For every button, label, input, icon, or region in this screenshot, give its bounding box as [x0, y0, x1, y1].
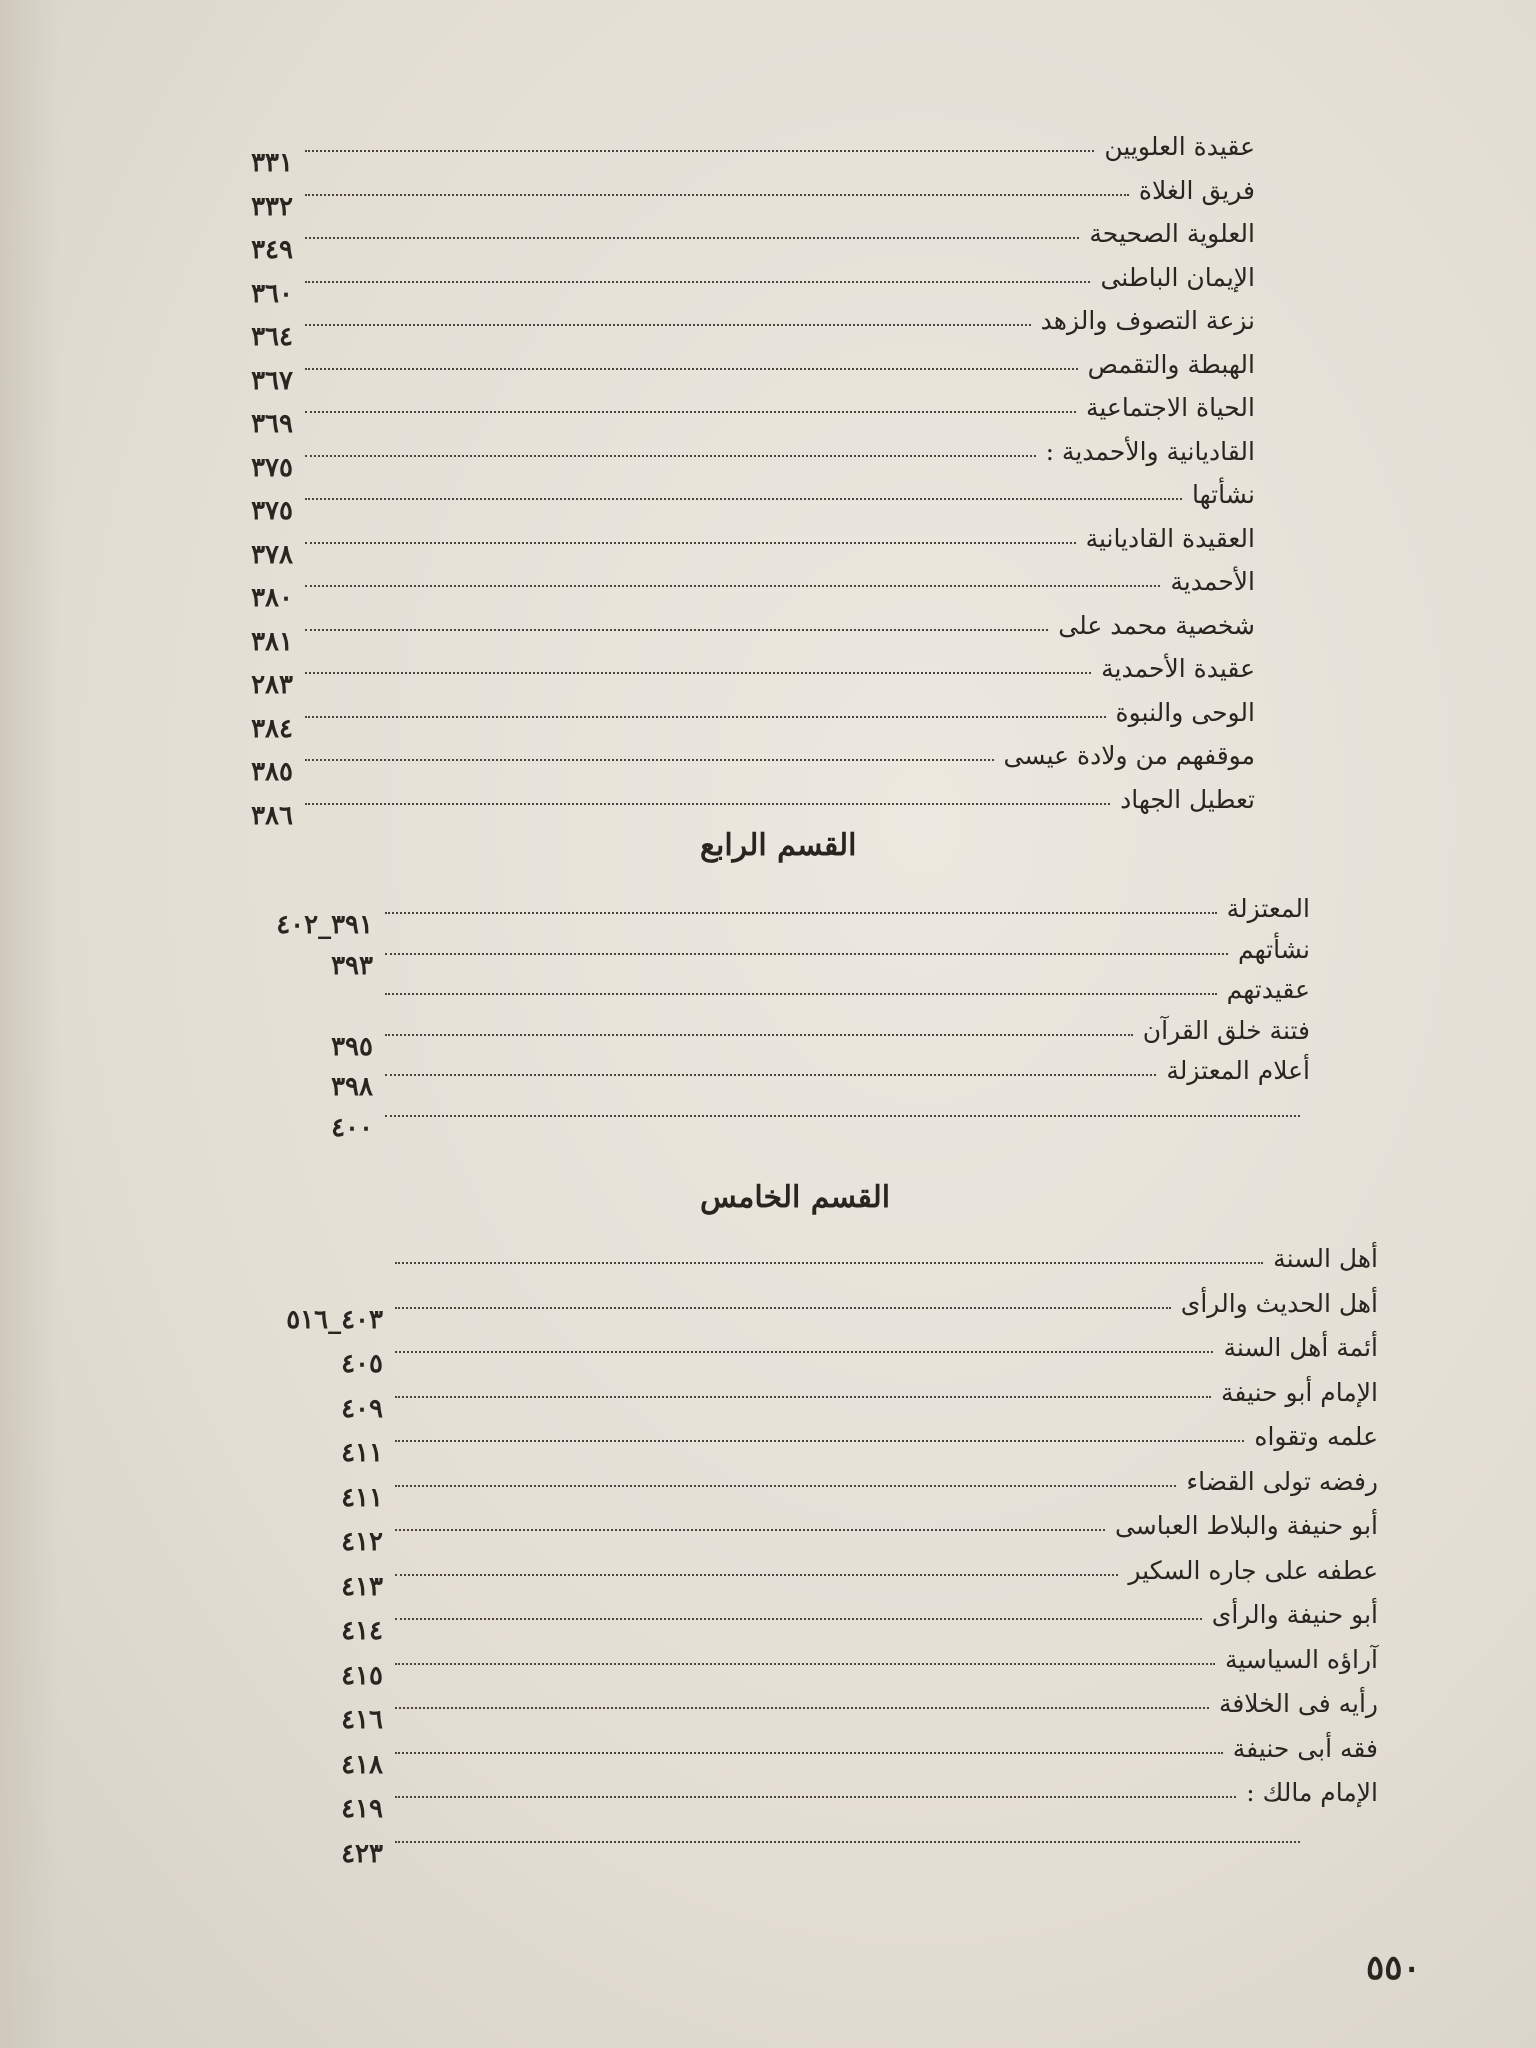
toc-entry-title: الأحمدية — [1170, 567, 1255, 596]
toc-leader-dots — [305, 324, 1031, 326]
toc-entry-page: ٣٧٨ — [251, 539, 293, 570]
toc-leader-dots — [395, 1529, 1105, 1531]
toc-entry-page: ٤٠٣_٥١٦ — [286, 1304, 383, 1335]
toc-entry-page: ٣٨٦ — [251, 800, 293, 831]
toc-leader-dots — [395, 1574, 1118, 1576]
toc-leader-dots — [385, 912, 1217, 914]
toc-entry — [0, 1465, 1536, 1513]
toc-leader-dots — [305, 716, 1106, 718]
toc-entry-page: ٣٩٥ — [331, 1031, 373, 1062]
toc-leader-dots — [305, 150, 1094, 152]
toc-entry-title: الإيمان الباطنى — [1100, 262, 1255, 292]
toc-entry-page: ٣٣٢ — [251, 191, 293, 222]
toc-leader-dots — [305, 672, 1091, 674]
toc-entry — [0, 478, 1536, 526]
toc-entry-page: ٣٧٥ — [251, 452, 293, 483]
toc-leader-dots — [395, 1351, 1213, 1353]
toc-entry-page: ٣٦٠ — [251, 278, 293, 309]
toc-leader-dots — [395, 1707, 1209, 1709]
toc-entry-title: أئمة أهل السنة — [1223, 1333, 1378, 1362]
toc-entry — [0, 1643, 1536, 1691]
section-heading-5: القسم الخامس — [700, 1180, 891, 1215]
toc-entry-page: ٤١٨ — [341, 1749, 383, 1780]
toc-entry — [0, 304, 1536, 352]
toc-leader-dots — [305, 368, 1078, 370]
toc-entry-title: علمه وتقواه — [1254, 1422, 1378, 1451]
toc-entry — [0, 1287, 1536, 1335]
toc-leader-dots — [305, 194, 1129, 196]
toc-entry-page: ٣٦٩ — [251, 409, 293, 439]
toc-entry-title: المعتزلة — [1226, 894, 1310, 923]
toc-entry-title: رأيه فى الخلافة — [1218, 1689, 1378, 1718]
toc-entry — [0, 261, 1536, 309]
toc-entry — [0, 1420, 1536, 1468]
toc-leader-dots — [395, 1752, 1223, 1754]
toc-entry — [0, 1732, 1536, 1780]
toc-leader-dots — [395, 1307, 1171, 1309]
toc-leader-dots — [305, 281, 1090, 283]
toc-entry-title: عقيدتهم — [1226, 975, 1310, 1004]
toc-leader-dots — [395, 1396, 1211, 1398]
toc-leader-dots — [395, 1841, 1300, 1843]
toc-entry-title: الوحى والنبوة — [1115, 697, 1255, 727]
toc-entry-page: ٣٤٩ — [251, 235, 293, 265]
page-number: ٥٥٠ — [1366, 1948, 1421, 1988]
toc-entry-page: ٤١٤ — [341, 1616, 383, 1646]
toc-entry-page: ٤١٩ — [341, 1794, 383, 1824]
toc-leader-dots — [305, 759, 994, 761]
toc-leader-dots — [305, 455, 1036, 457]
toc-entry — [0, 1331, 1536, 1379]
toc-entry — [0, 130, 1536, 178]
toc-entry-page: ٣٩١_٤٠٢ — [276, 910, 373, 940]
toc-entry-title: رفضه تولى القضاء — [1186, 1466, 1378, 1496]
toc-leader-dots — [395, 1485, 1176, 1487]
toc-entry — [0, 892, 1536, 940]
toc-leader-dots — [385, 953, 1228, 955]
toc-entry-title: الإمام أبو حنيفة — [1221, 1377, 1378, 1407]
toc-leader-dots — [395, 1796, 1236, 1798]
toc-entry — [0, 609, 1536, 657]
toc-entry-page: ٢٨٣ — [251, 670, 293, 700]
toc-entry-page: ٣٦٤ — [251, 322, 293, 352]
toc-entry-title: عطفه على جاره السكير — [1128, 1555, 1378, 1585]
toc-entry-title: العقيدة القاديانية — [1085, 523, 1255, 553]
toc-entry-title: فتنة خلق القرآن — [1142, 1015, 1310, 1045]
toc-leader-dots — [395, 1440, 1244, 1442]
toc-entry-title: الهبطة والتقمص — [1087, 349, 1255, 379]
toc-entry-page: ٤٢٣ — [341, 1838, 383, 1869]
toc-entry — [0, 1554, 1536, 1602]
toc-entry-page: ٣٨١ — [251, 626, 293, 657]
toc-entry-page: ٣٨٤ — [251, 713, 293, 744]
toc-entry-page: ٤٠٥ — [341, 1349, 383, 1379]
toc-entry-title: شخصية محمد على — [1058, 610, 1255, 640]
toc-entry-title: أعلام المعتزلة — [1166, 1056, 1310, 1085]
toc-entry-page: ٤١٥ — [341, 1660, 383, 1691]
toc-entry-page: ٣٣١ — [251, 148, 293, 178]
toc-entry-page: ٤٠٩ — [341, 1393, 383, 1424]
toc-entry — [0, 933, 1536, 981]
toc-entry — [0, 1376, 1536, 1424]
toc-entry — [0, 1509, 1536, 1557]
toc-entry — [0, 739, 1536, 787]
toc-entry-title: فريق الغلاة — [1138, 175, 1255, 205]
toc-entry-title: نشأتهم — [1238, 934, 1310, 964]
toc-entry-page: ٣٩٨ — [331, 1072, 373, 1102]
toc-leader-dots — [395, 1663, 1215, 1665]
toc-entry-title: القاديانية والأحمدية : — [1045, 436, 1255, 466]
toc-entry-title: فقه أبى حنيفة — [1232, 1733, 1378, 1763]
toc-entry — [0, 1598, 1536, 1646]
toc-entry-title: أبو حنيفة والبلاط العباسى — [1114, 1511, 1378, 1540]
toc-leader-dots — [385, 993, 1217, 995]
toc-entry-page: ٣٨٥ — [251, 757, 293, 787]
toc-entry-title: أهل الحديث والرأى — [1180, 1288, 1378, 1318]
toc-entry — [0, 1687, 1536, 1735]
toc-entry-title: الإمام مالك : — [1246, 1778, 1378, 1807]
toc-entry-title: العلوية الصحيحة — [1089, 219, 1255, 248]
toc-entry — [0, 783, 1536, 831]
toc-entry — [0, 1014, 1536, 1062]
toc-entry-title: عقيدة الأحمدية — [1101, 654, 1255, 683]
toc-entry-title: آراؤه السياسية — [1224, 1644, 1378, 1674]
toc-leader-dots — [305, 237, 1079, 239]
toc-leader-dots — [395, 1618, 1202, 1620]
toc-entry — [0, 696, 1536, 744]
toc-entry-page: ٤١٣ — [341, 1571, 383, 1602]
toc-entry-page: ٤١١ — [341, 1482, 383, 1513]
toc-entry-title: نزعة التصوف والزهد — [1040, 306, 1255, 335]
toc-entry-page: ٤١٢ — [341, 1527, 383, 1557]
toc-entry — [0, 217, 1536, 265]
toc-entry-page: ٣٨٠ — [251, 583, 293, 613]
toc-entry — [0, 1776, 1536, 1824]
toc-entry-page: ٤١١ — [341, 1438, 383, 1468]
toc-leader-dots — [385, 1074, 1156, 1076]
toc-entry-page: ٣٩٣ — [331, 950, 373, 981]
toc-entry-title: موقفهم من ولادة عيسى — [1003, 741, 1255, 770]
toc-entry-title: الحياة الاجتماعية — [1085, 393, 1255, 422]
toc-entry — [0, 1095, 1536, 1143]
toc-entry — [0, 391, 1536, 439]
toc-entry — [0, 174, 1536, 222]
toc-entry — [0, 435, 1536, 483]
toc-leader-dots — [385, 1034, 1133, 1036]
toc-entry — [0, 1821, 1536, 1869]
toc-entry-title: تعطيل الجهاد — [1120, 784, 1255, 814]
toc-entry — [0, 348, 1536, 396]
toc-leader-dots — [305, 803, 1110, 805]
toc-entry — [0, 565, 1536, 613]
toc-entry — [0, 1242, 1536, 1286]
toc-leader-dots — [305, 411, 1076, 413]
toc-leader-dots — [305, 542, 1076, 544]
toc-entry-title: أبو حنيفة والرأى — [1211, 1600, 1378, 1629]
toc-leader-dots — [305, 629, 1048, 631]
toc-entry-page: ٤٠٠ — [331, 1112, 373, 1143]
toc-entry-page: ٣٧٥ — [251, 496, 293, 526]
toc-leader-dots — [305, 498, 1182, 500]
toc-entry-title: نشأتها — [1192, 480, 1255, 509]
toc-entry — [0, 652, 1536, 700]
toc-entry-title: أهل السنة — [1273, 1244, 1378, 1273]
toc-entry-page: ٣٦٧ — [251, 365, 293, 396]
toc-entry-page: ٤١٦ — [341, 1705, 383, 1735]
toc-leader-dots — [385, 1115, 1300, 1117]
toc-entry-title: عقيدة العلويين — [1104, 132, 1255, 161]
toc-entry — [0, 973, 1536, 1017]
toc-entry — [0, 522, 1536, 570]
toc-leader-dots — [305, 585, 1160, 587]
toc-leader-dots — [395, 1262, 1263, 1264]
section-heading-4: القسم الرابع — [700, 828, 857, 863]
toc-entry — [0, 1054, 1536, 1102]
